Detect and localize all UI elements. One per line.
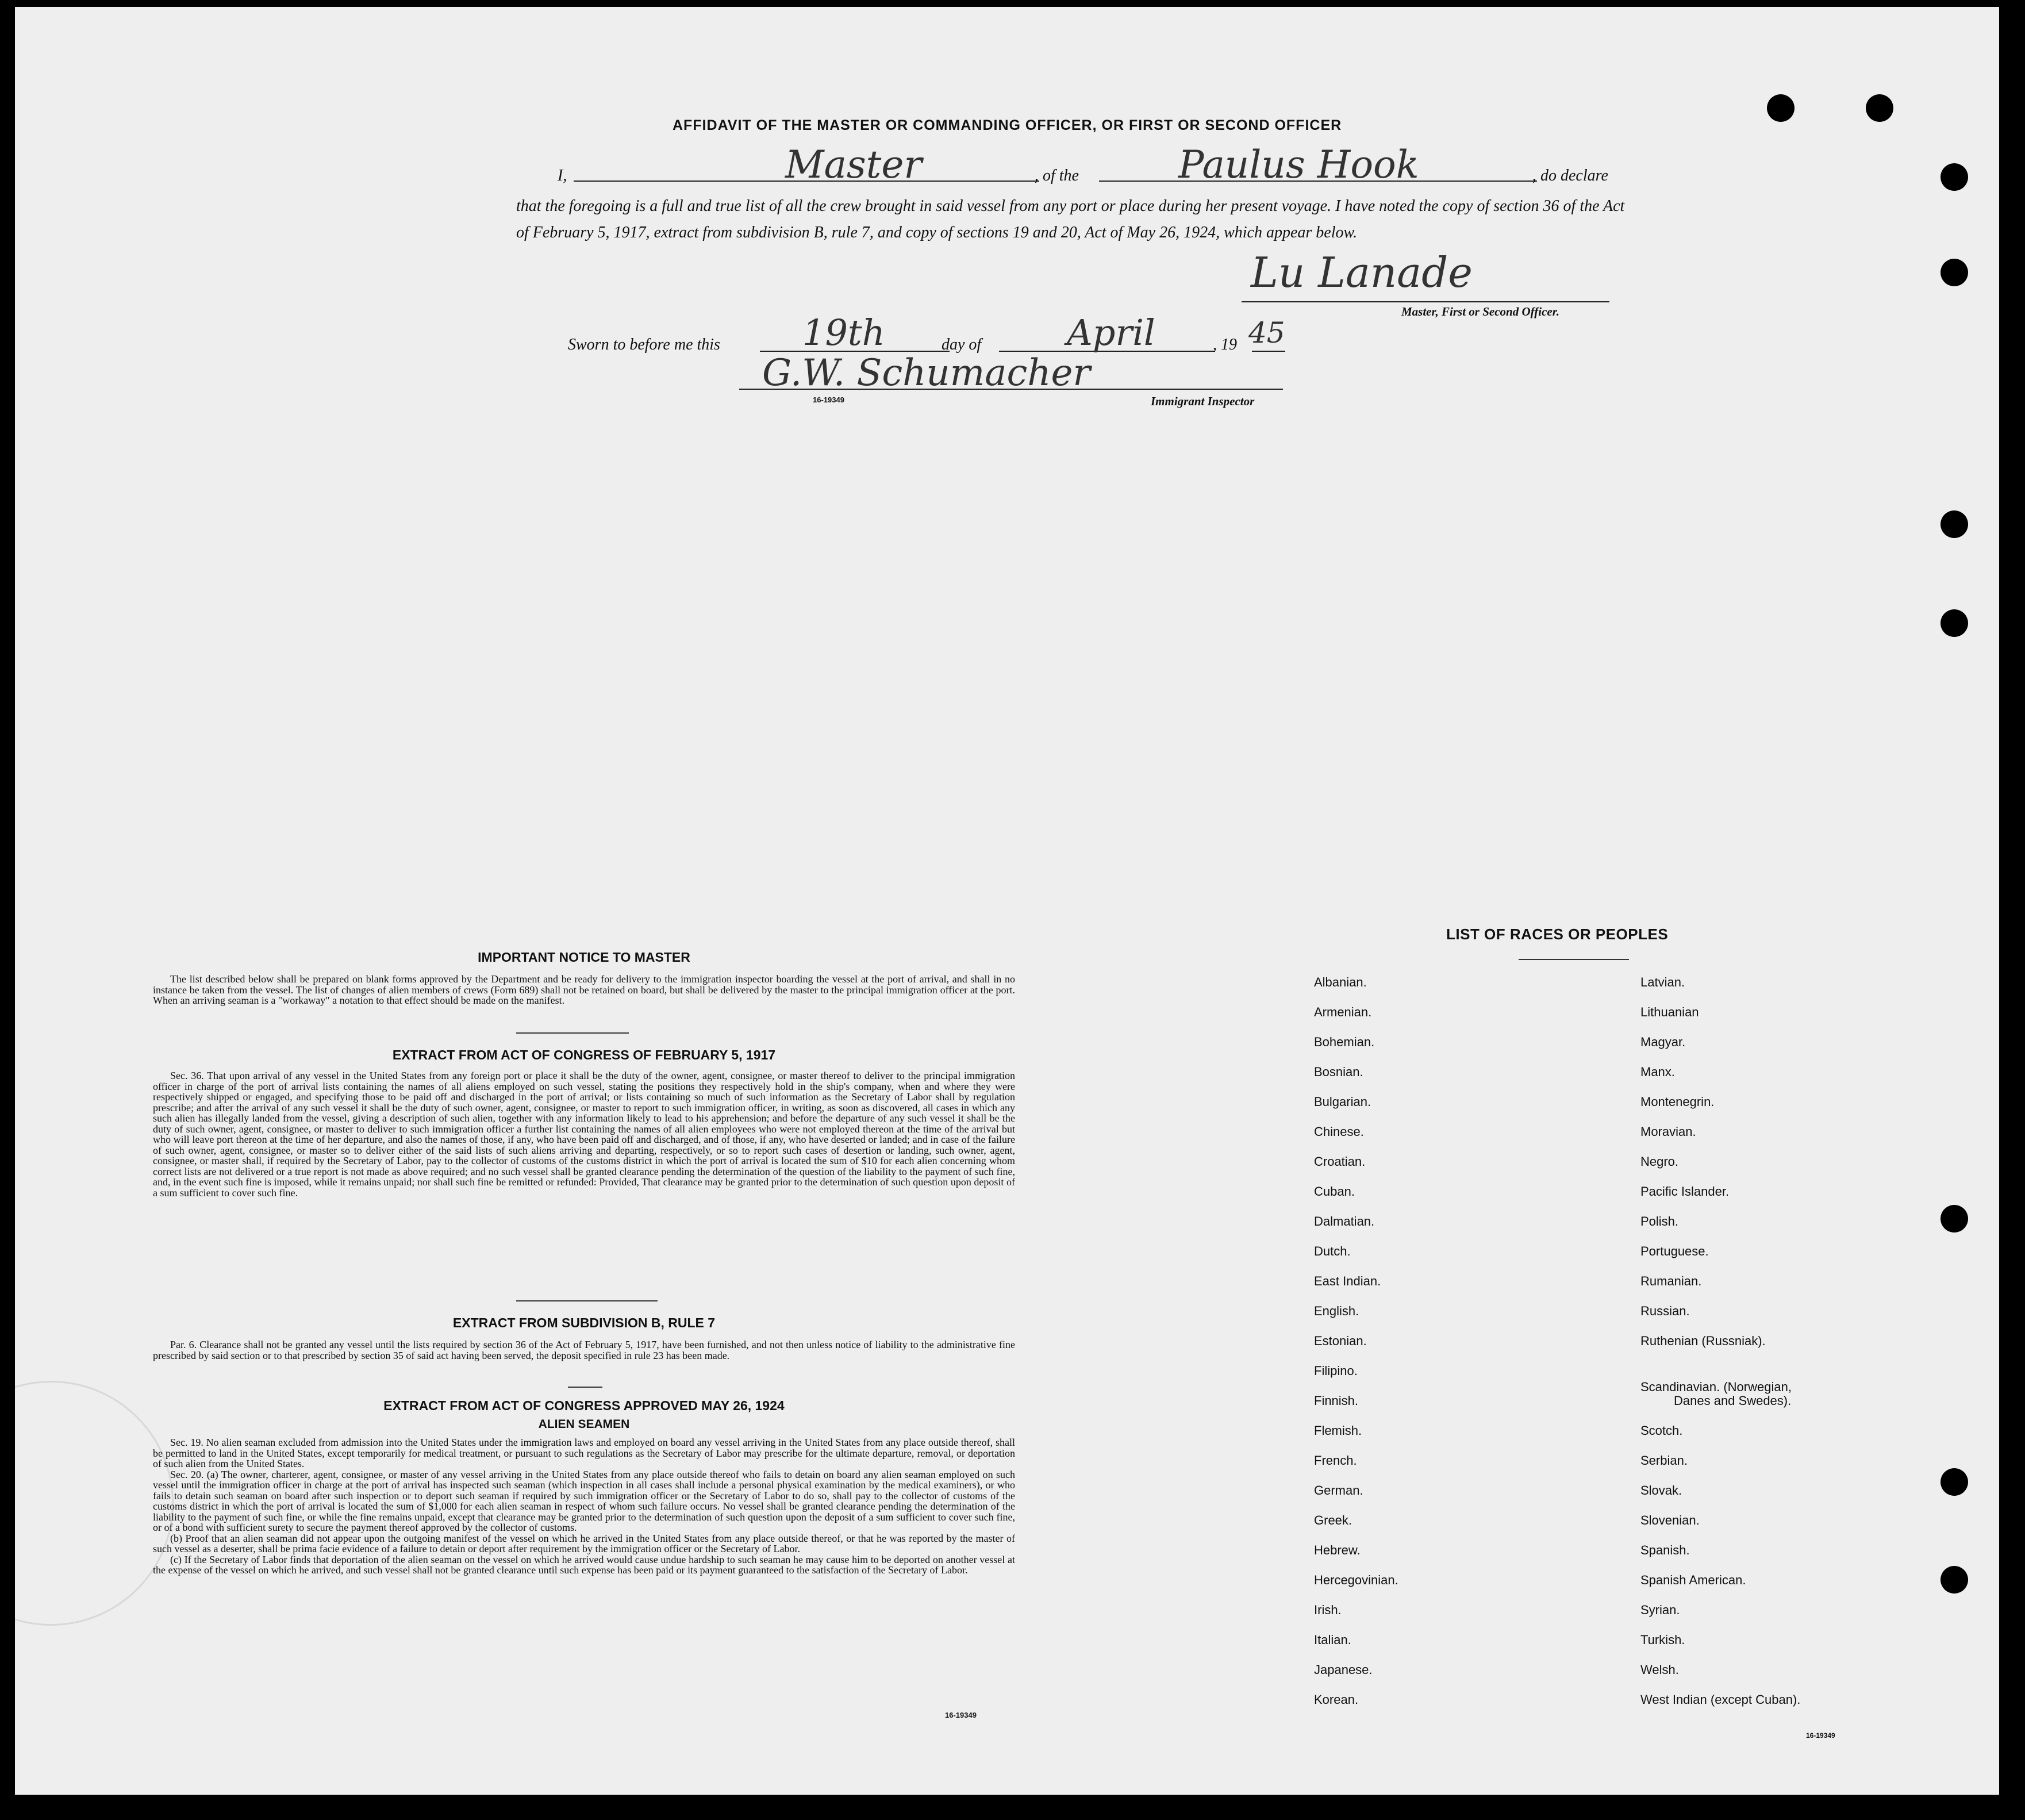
extract-1924-title: EXTRACT FROM ACT OF CONGRESS APPROVED MAY 26, 1924 [383,1398,785,1413]
race-item: East Indian. [1314,1274,1381,1288]
race-item: German. [1314,1483,1363,1498]
race-item: Rumanian. [1640,1274,1702,1288]
race-item: Croatian. [1314,1154,1366,1169]
races-title: LIST OF RACES OR PEOPLES [1446,926,1669,943]
race-item: Finnish. [1314,1393,1359,1408]
sec-20b-paragraph: (b) Proof that an alien seaman did not appear upon the outgoing manifest of the vessel on which he arrived in the United States from any place outside thereof, or that he was reported by the master of such vessel as a deserter, shall be prima facie evidence of a failure to detain or deport after requirement by the immigration officer or the Secretary of Labor. [153,1532,1015,1554]
race-item: Scotch. [1640,1423,1683,1438]
section-divider [516,1032,629,1034]
punch-hole [1941,510,1968,538]
inspector-label: Immigrant Inspector [1151,394,1255,408]
notice-text [153,974,1015,1020]
race-item: Montenegrin. [1640,1095,1715,1109]
extract-1917-text [153,1070,1015,1295]
sec-20c-paragraph: (c) If the Secretary of Labor finds that deportation of the alien seaman on the vessel on which he arrived would cause undue hardship to such seaman he may cause him to be deported on another vessel at the expense of the vessel on which he arrived, and such vessel shall not be granted clearance until such expense has been paid or its payment guaranteed to the satisfaction of the Secretary of Labor. [153,1553,1015,1576]
alien-seamen-subtitle: ALIEN SEAMEN [538,1418,630,1431]
race-item: Armenian. [1314,1005,1372,1019]
race-item: Greek. [1314,1513,1352,1527]
race-item: Syrian. [1640,1603,1680,1617]
race-item: Albanian. [1314,975,1367,989]
day-handwriting: 19th [802,312,885,354]
race-item: Dutch. [1314,1244,1351,1258]
punch-hole [1941,1566,1968,1594]
race-item: English. [1314,1304,1359,1318]
race-item: Turkish. [1640,1633,1685,1647]
punch-hole [1866,94,1893,122]
faint-seal-stamp [15,1381,174,1626]
extract-1917-title: EXTRACT FROM ACT OF CONGRESS OF FEBRUARY 5, 1917 [392,1047,776,1062]
race-item: Slovak. [1640,1483,1682,1498]
sec-36-paragraph: Sec. 36. That upon arrival of any vessel in the United States from any foreign port or place it shall be the duty of the owner, agent, consignee, or master thereof to deliver to the principal immigration officer in charge of the port of arrival lists containing the names of all aliens employed on such vessel, stating the positions they respectively hold in the ship's company, when and where they were respectively shipped or engaged, and specifying those to be paid off and discharged in the port of arrival; or lists containing so much of such information as the Secretary of Labor shall by regulation prescribe; and after the arrival of any such vessel it shall be the duty of such owner, agent, consignee, or master to report to such immigration officer, in writing, as soon as discovered, all cases in which any such alien has illegally landed from the vessel, giving a description of such alien, together with any information likely to lead to his apprehension; and before the departure of any such vessel it shall be the duty of such owner, agent, consignee, or master to deliver to such immigration officer a further list containing the names of all alien employees who were not employed thereon at the time of the arrival but who will leave port thereon at the time of her departure, and also the names of those, if any, who have been paid off and discharged, and of those, if any, who have deserted or landed; and in case of the failure of such owner, agent, consignee, or master so to deliver either of the said lists of such aliens arriving and departing, respectively, or so to report such cases of desertion or landing, such owner, agent, consignee, or master shall, if required by the Secretary of Labor, pay to the collector of customs of the customs district in which the port of arrival is located the sum of $10 for each alien concerning whom correct lists are not delivered or a true report is not made as above required; and no such vessel shall be granted clearance pending the determination of the question of the liability to the payment of such fine, and, in the event such fine is imposed, while it remains unpaid; nor shall such fine be remitted or refunded: Provided, That clearance may be granted prior to the determination of such question upon deposit of a sum sufficient to cover such fine. [153,1070,1015,1199]
race-item: West Indian (except Cuban). [1640,1692,1801,1707]
race-item: Italian. [1314,1633,1351,1647]
vessel-handwriting: Paulus Hook [1178,143,1419,187]
race-item: Russian. [1640,1304,1690,1318]
race-item: French. [1314,1453,1357,1468]
race-item: Hercegovinian. [1314,1573,1398,1587]
notice-title: IMPORTANT NOTICE TO MASTER [478,950,690,965]
section-divider [516,1300,658,1301]
race-item: Chinese. [1314,1124,1364,1139]
sec-20a-paragraph: Sec. 20. (a) The owner, charterer, agent, consignee, or master of any vessel arriving in the United States from any place outside thereof who fails to detain on board any alien seaman employed on such vessel until the immigration officer in charge at the port of arrival has inspected such seaman (which inspection in all cases shall include a personal physical examination by the medical examiners), or who fails to detain such seaman on board after such inspection or to deport such seaman if required by such immigration officer or the Secretary of Labor to do so, shall pay to the collector of customs of the customs district in which the port of arrival is located the sum of $1,000 for each alien seaman in respect of whom such failure occurs. No vessel shall be granted clearance pending the determination of the liability to the payment of such fine, or while the fine remains unpaid, except that clearance may be granted prior to the determination of such question upon the deposit of a sum sufficient to cover such fine, or of a bond with sufficient surety to secure the payment thereof approved by the collector of customs. [153,1468,1015,1533]
document-page [15,7,1999,1795]
punch-hole [1767,94,1795,122]
race-item: Polish. [1640,1214,1679,1228]
punch-hole [1941,1468,1968,1496]
races-title-underline [1519,959,1629,960]
day-of-label: day of [942,336,982,354]
race-item: Cuban. [1314,1184,1355,1199]
extract-1924-text [153,1437,1015,1707]
race-item: Filipino. [1314,1364,1358,1378]
form-number: 16-19349 [813,396,844,404]
affidavit-body: that the foregoing is a full and true list of all the crew brought in said vessel from any port or place during her present voyage. I have noted the copy of section 36 of the Act of February 5, 1917, extract from subdivision B, rule 7, and copy of sections 19 and 20, Act of May 26, 1924, which appear below. [516,197,1625,241]
notice-paragraph: The list described below shall be prepared on blank forms approved by the Department and be ready for delivery to the immigration inspector boarding the vessel at the port of arrival, and shall in no instance be taken from the vessel. The list of changes of alien members of crews (Form 689) shall not be retained on board, but shall be delivered by the master to the principal immigration officer at the port. When an arriving seaman is a "workaway" a notation to that effect should be made on the manifest. [153,973,1015,1006]
race-item: Japanese. [1314,1662,1373,1677]
punch-hole [1941,163,1968,191]
affidavit-i-label: I, [558,167,567,185]
signature-line [1242,301,1609,302]
year-field-line [1252,351,1285,352]
month-handwriting: April [1067,312,1155,354]
race-scandinavian-continuation: Danes and Swedes). [1674,1393,1792,1408]
race-item: Estonian. [1314,1334,1367,1348]
race-item: Pacific Islander. [1640,1184,1730,1199]
race-item: Manx. [1640,1065,1675,1079]
affidavit-title: AFFIDAVIT OF THE MASTER OR COMMANDING OFFICER, OR FIRST OR SECOND OFFICER [673,117,1342,133]
race-item: Hebrew. [1314,1543,1361,1557]
extract-rule7-text [153,1339,1015,1374]
inspector-signature: G.W. Schumacher [762,352,1090,394]
punch-hole [1941,609,1968,637]
race-item: Welsh. [1640,1662,1679,1677]
race-item: Bosnian. [1314,1065,1363,1079]
race-item: Magyar. [1640,1035,1686,1049]
races-form-number: 16-19349 [1806,1731,1835,1740]
race-item: Moravian. [1640,1124,1696,1139]
affidavit-declare-label: , do declare [1532,167,1608,185]
race-item: Irish. [1314,1603,1342,1617]
extract-rule7-title: EXTRACT FROM SUBDIVISION B, RULE 7 [452,1315,716,1330]
race-item: Flemish. [1314,1423,1362,1438]
race-item: Serbian. [1640,1453,1688,1468]
year-handwriting: 45 [1248,316,1285,350]
race-item: Scandinavian. (Norwegian, [1640,1380,1792,1394]
race-item: Slovenian. [1640,1513,1700,1527]
signature-label: Master, First or Second Officer. [1401,305,1559,318]
punch-hole [1941,259,1968,286]
race-item: Latvian. [1640,975,1685,989]
race-item: Ruthenian (Russniak). [1640,1334,1766,1348]
affidavit-of-the-label: , of the [1035,167,1079,185]
race-item: Negro. [1640,1154,1679,1169]
race-item: Korean. [1314,1692,1359,1707]
year-prefix-label: , 19 [1213,336,1237,354]
extract-form-number: 16-19349 [945,1711,977,1719]
race-item: Bulgarian. [1314,1095,1371,1109]
race-item: Lithuanian [1640,1005,1699,1019]
race-item: Spanish American. [1640,1573,1746,1587]
race-item: Spanish. [1640,1543,1690,1557]
master-signature: Lu Lanade [1251,248,1473,297]
section-divider [568,1387,602,1388]
race-item: Dalmatian. [1314,1214,1375,1228]
par-6-paragraph: Par. 6. Clearance shall not be granted any vessel until the lists required by section 36 of the Act of February 5, 1917, have been furnished, and not then unless notice of liability to the administrative fine prescribed by said section or to that prescribed by section 35 of said act having been served, the deposit specified in rule 23 has been made. [153,1339,1015,1361]
race-item: Bohemian. [1314,1035,1375,1049]
punch-hole [1941,1205,1968,1232]
sworn-label: Sworn to before me this [568,336,720,354]
officer-handwriting: Master [785,143,922,187]
race-item: Portuguese. [1640,1244,1709,1258]
sec-19-paragraph: Sec. 19. No alien seaman excluded from admission into the United States under the immigration laws and employed on board any vessel arriving in the United States from any place outside thereof, shall be permitted to land in the United States, except temporarily for medical treatment, or pursuant to such regulations as the Secretary of Labor may prescribe for the ultimate departure, removal, or deportation of such alien from the United States. [153,1437,1015,1469]
